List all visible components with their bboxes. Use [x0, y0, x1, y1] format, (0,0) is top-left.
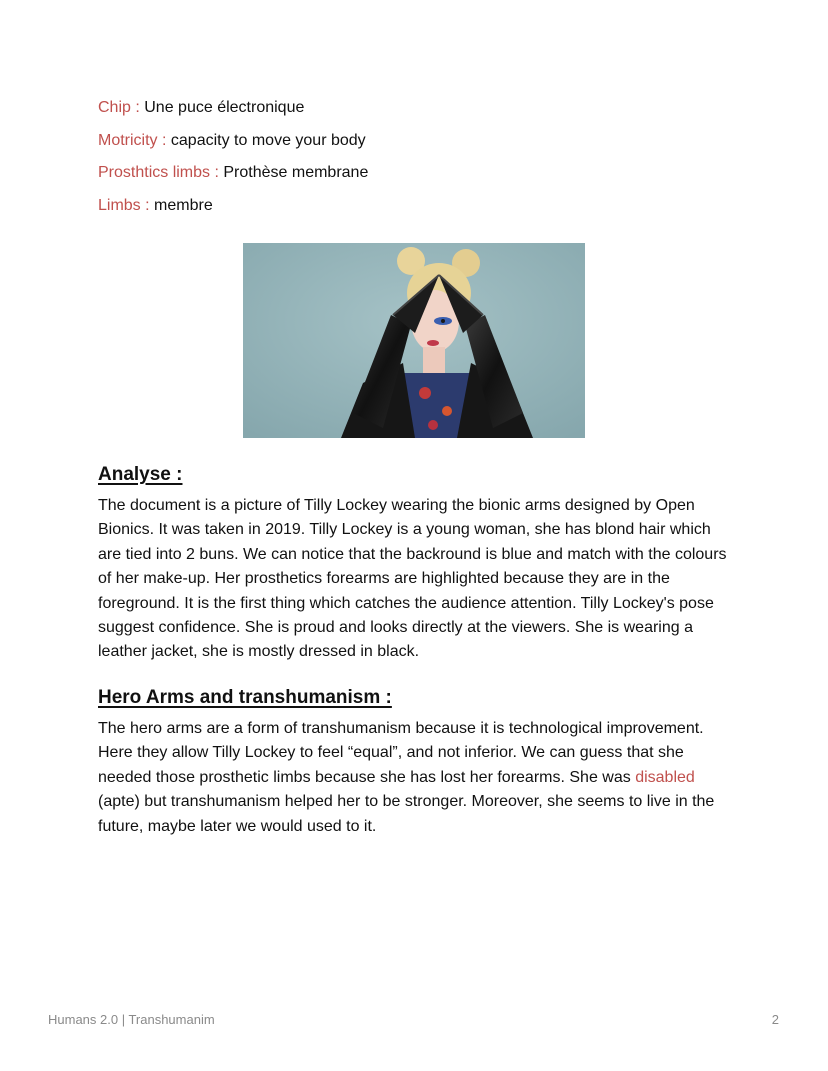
- hero-arms-heading: Hero Arms and transhumanism :: [98, 687, 392, 708]
- vocab-item-motricity: [98, 131, 738, 151]
- vocab-definition: Prothèse membrane: [223, 164, 369, 181]
- hero-highlight-disabled: disabled: [635, 768, 695, 786]
- hero-text-after: (apte) but transhumanism helped her to be stronger. Moreover, she seems to live in the future, maybe later we would used to it.: [98, 793, 715, 835]
- vocab-term: Prosthtics limbs :: [98, 164, 219, 181]
- vocab-definition: Une puce électronique: [144, 99, 305, 116]
- hero-text-before: The hero arms are a form of transhumanism because it is technological improvement. Here they allow Tilly Lockey to feel “equal”, and not inferior. We can guess that she needed those prosthetic limbs because she has lost her forearms. She was: [98, 720, 704, 786]
- vocab-item-prosthetic-limbs: [98, 163, 738, 183]
- page-number: 2: [771, 1012, 779, 1027]
- tilly-lockey-photo: [243, 243, 585, 438]
- vocab-term: Limbs :: [98, 196, 150, 214]
- vocabulary-list: [98, 98, 738, 228]
- hero-arms-paragraph: [98, 717, 730, 839]
- photo-illustration: [243, 243, 585, 438]
- analyse-heading: Analyse :: [98, 464, 183, 485]
- vocab-item-limbs: [98, 196, 738, 216]
- vocab-term: Chip :: [98, 99, 140, 116]
- vocab-term: Motricity :: [98, 131, 167, 149]
- analyse-paragraph: The document is a picture of Tilly Lockey wearing the bionic arms designed by Open Bionics. It was taken in 2019. Tilly Lockey is a young woman, she has blond hair which are tied into 2 buns. We can notice that the backround is blue and match with the colours of her make-up. Her prosthetics forearms are highlighted because they are in the foreground. It is the first thing which catches the audience attention. Tilly Lockey's pose suggest confidence. She is proud and looks directly at the viewers. She is wearing a leather jacket, she is mostly dressed in black.: [98, 497, 727, 661]
- vocab-definition: capacity to move your body: [170, 131, 366, 149]
- vocab-definition: membre: [154, 196, 213, 214]
- footer-title: Humans 2.0 | Transhumanim: [48, 1012, 215, 1027]
- vocab-item-chip: [98, 98, 738, 118]
